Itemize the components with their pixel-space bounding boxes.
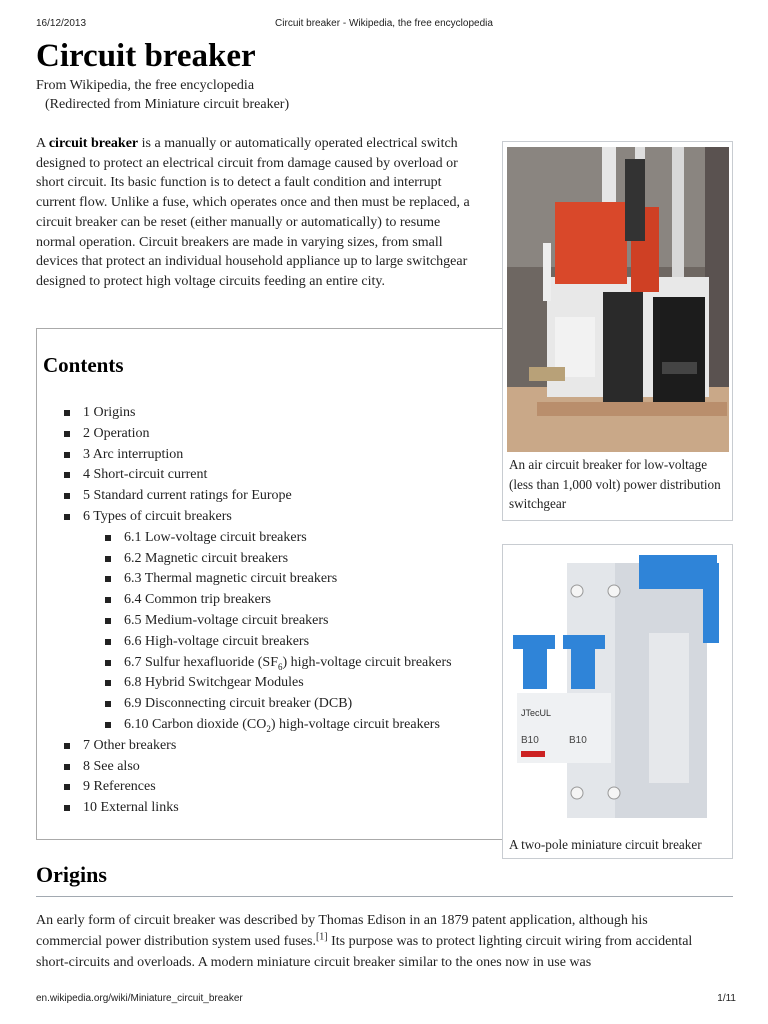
citation-link[interactable]: [1] <box>315 931 328 943</box>
air-circuit-breaker-photo[interactable] <box>507 147 729 452</box>
toc-item-arc-interruption[interactable]: 3 Arc interruption <box>37 445 452 466</box>
toc-item-short-circuit-current[interactable]: 4 Short-circuit current <box>37 465 452 486</box>
table-of-contents <box>36 328 503 840</box>
intro-term: circuit breaker <box>48 136 139 151</box>
toc-item-hybrid-switchgear[interactable]: 6.8 Hybrid Switchgear Modules <box>37 673 452 694</box>
mcb-rating-label-1: B10 <box>521 735 539 746</box>
toc-list <box>37 403 452 819</box>
figure-caption: An air circuit breaker for low-voltage (less than 1,000 volt) power distribution switchgear <box>509 457 721 512</box>
toc-item-current-ratings-europe[interactable]: 5 Standard current ratings for Europe <box>37 486 452 507</box>
toc-item-magnetic[interactable]: 6.2 Magnetic circuit breakers <box>37 549 452 570</box>
intro-lead: A <box>36 136 49 151</box>
toc-item-types[interactable]: 6 Types of circuit breakers <box>37 507 452 528</box>
origins-text-a: An early form of circuit breaker was described by Thomas Edison in an 1879 patent application, although his commercial power distribution system used fuses. <box>36 913 648 949</box>
toc-item-sf6[interactable]: 6.7 Sulfur hexafluoride $(SF_6)$ high-voltage circuit breakers <box>37 653 452 674</box>
redirect-notice: (Redirected from Miniature circuit breaker) <box>45 97 290 112</box>
origins-paragraph <box>36 911 706 973</box>
figure-air-circuit-breaker <box>502 141 733 521</box>
section-title-origins: Origins <box>36 862 107 887</box>
toc-title: Contents <box>43 353 124 377</box>
miniature-circuit-breaker-photo[interactable] <box>507 553 729 828</box>
mcb-rating-label-2: B10 <box>569 735 587 746</box>
toc-item-references[interactable]: 9 References <box>37 777 452 798</box>
toc-item-high-voltage[interactable]: 6.6 High-voltage circuit breakers <box>37 632 452 653</box>
print-header <box>0 18 768 32</box>
figure-caption: A two-pole miniature circuit breaker <box>509 837 702 852</box>
print-url: en.wikipedia.org/wiki/Miniature_circuit_breaker <box>36 993 243 1004</box>
toc-item-medium-voltage[interactable]: 6.5 Medium-voltage circuit breakers <box>37 611 452 632</box>
toc-item-common-trip[interactable]: 6.4 Common trip breakers <box>37 590 452 611</box>
toc-item-see-also[interactable]: 8 See also <box>37 757 452 778</box>
origins-text-b: Its purpose was to protect lighting circuit wiring from accidental short-circuits and overloads. A modern miniature circuit breaker similar to the ones now in use was <box>36 933 693 970</box>
intro-body: is a manually or automatically operated electrical switch designed to protect an electrical circuit from damage caused by overload or short circuit. Its basic function is to detect a fault condition and interrupt current flow. Unlike a fuse, which operates once and then must be replaced, a circuit breaker can be reset (either manually or automatically) to resume normal operation. Circuit breakers are made in varying sizes, from small devices that protect an individual household appliance up to large switchgear designed to protect high voltage circuits feeding an entire city. <box>36 136 470 289</box>
page-title: Circuit breaker <box>36 38 256 74</box>
page-number: 1/11 <box>717 993 736 1004</box>
print-date: 16/12/2013 <box>36 18 87 29</box>
toc-item-other-breakers[interactable]: 7 Other breakers <box>37 736 452 757</box>
mcb-brand-label: JTecUL <box>521 708 552 718</box>
toc-item-origins[interactable]: 1 Origins <box>37 403 452 424</box>
toc-item-thermal-magnetic[interactable]: 6.3 Thermal magnetic circuit breakers <box>37 569 452 590</box>
intro-paragraph <box>36 134 480 292</box>
figure-miniature-circuit-breaker <box>502 544 733 859</box>
print-footer <box>0 993 768 1007</box>
toc-item-co2[interactable]: 6.10 Carbon dioxide $(CO_2)$ high-voltage circuit breakers <box>37 715 452 736</box>
section-divider <box>36 896 733 897</box>
site-tagline: From Wikipedia, the free encyclopedia <box>36 78 255 93</box>
toc-item-dcb[interactable]: 6.9 Disconnecting circuit breaker (DCB) <box>37 694 452 715</box>
print-page-title: Circuit breaker - Wikipedia, the free encyclopedia <box>275 18 493 29</box>
toc-item-low-voltage[interactable]: 6.1 Low-voltage circuit breakers <box>37 528 452 549</box>
toc-item-external-links[interactable]: 10 External links <box>37 798 452 819</box>
toc-item-operation[interactable]: 2 Operation <box>37 424 452 445</box>
